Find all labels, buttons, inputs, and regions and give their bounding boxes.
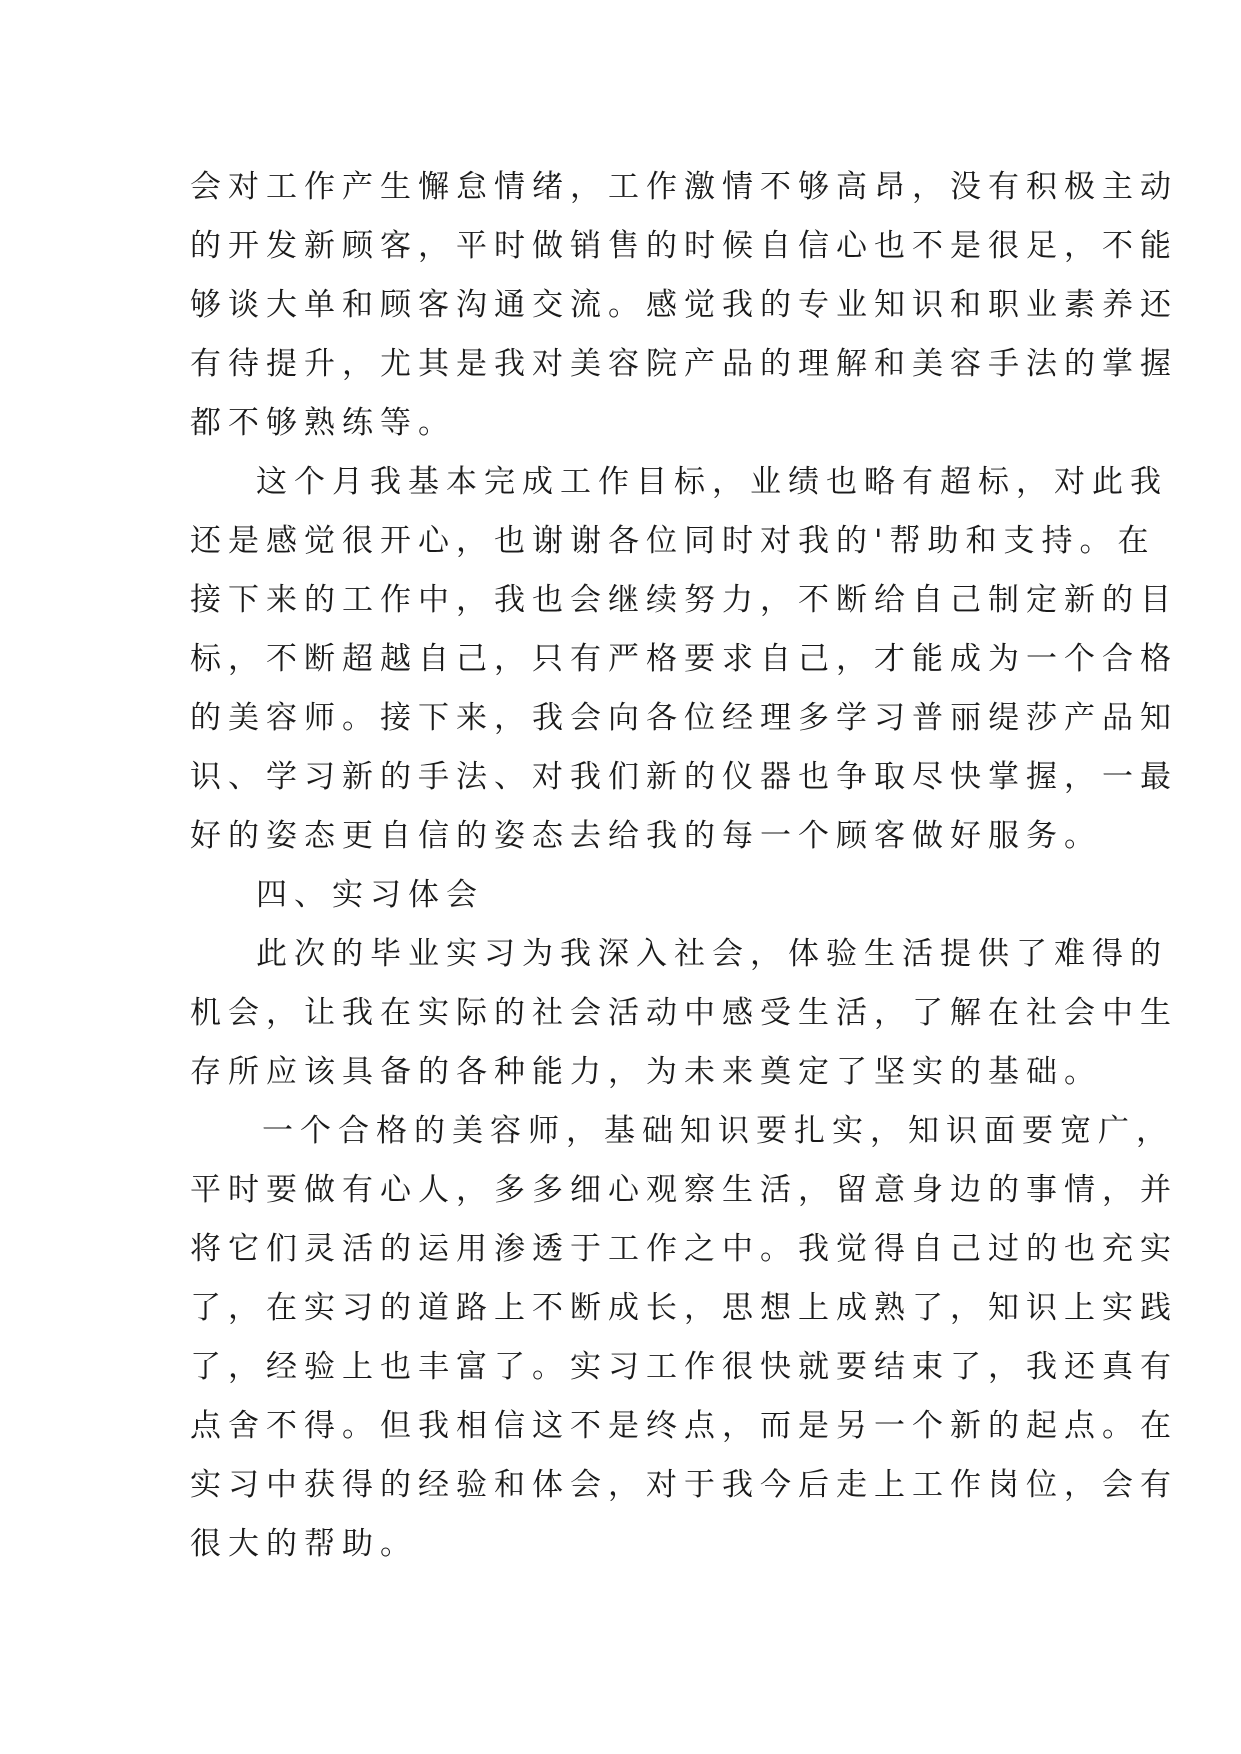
section-heading: 四、实习体会 — [256, 877, 484, 913]
text-line: 了，经验上也丰富了。实习工作很快就要结束了，我还真有 — [190, 1349, 1178, 1385]
text-line: 够谈大单和顾客沟通交流。感觉我的专业知识和职业素养还 — [190, 287, 1178, 323]
paragraph-start-line: 一个合格的美容师，基础知识要扎实，知识面要宽广， — [262, 1113, 1174, 1149]
paragraph-start-line: 此次的毕业实习为我深入社会，体验生活提供了难得的 — [256, 936, 1168, 972]
text-line: 标，不断超越自己，只有严格要求自己，才能成为一个合格 — [190, 641, 1178, 677]
text-line: 平时要做有心人，多多细心观察生活，留意身边的事情，并 — [190, 1172, 1178, 1208]
text-line: 还是感觉很开心，也谢谢各位同时对我的'帮助和支持。在 — [190, 523, 1156, 559]
paragraph-start-line: 这个月我基本完成工作目标，业绩也略有超标，对此我 — [256, 464, 1168, 500]
document-body — [190, 158, 1178, 1574]
text-line: 会对工作产生懈怠情绪，工作激情不够高昂，没有积极主动 — [190, 169, 1178, 205]
text-line: 接下来的工作中，我也会继续努力，不断给自己制定新的目 — [190, 582, 1178, 618]
text-line: 有待提升，尤其是我对美容院产品的理解和美容手法的掌握 — [190, 346, 1178, 382]
text-line: 机会，让我在实际的社会活动中感受生活，了解在社会中生 — [190, 995, 1178, 1031]
text-line: 实习中获得的经验和体会，对于我今后走上工作岗位，会有 — [190, 1467, 1178, 1503]
text-line: 了，在实习的道路上不断成长，思想上成熟了，知识上实践 — [190, 1290, 1178, 1326]
text-line: 识、学习新的手法、对我们新的仪器也争取尽快掌握，一最 — [190, 759, 1178, 795]
text-line: 好的姿态更自信的姿态去给我的每一个顾客做好服务。 — [190, 818, 1102, 854]
text-line: 的美容师。接下来，我会向各位经理多学习普丽缇莎产品知 — [190, 700, 1178, 736]
text-line: 很大的帮助。 — [190, 1526, 418, 1562]
text-line: 点舍不得。但我相信这不是终点，而是另一个新的起点。在 — [190, 1408, 1178, 1444]
text-line: 的开发新顾客，平时做销售的时候自信心也不是很足，不能 — [190, 228, 1178, 264]
text-line: 都不够熟练等。 — [190, 405, 456, 441]
text-line: 将它们灵活的运用渗透于工作之中。我觉得自己过的也充实 — [190, 1231, 1178, 1267]
text-line: 存所应该具备的各种能力，为未来奠定了坚实的基础。 — [190, 1054, 1102, 1090]
